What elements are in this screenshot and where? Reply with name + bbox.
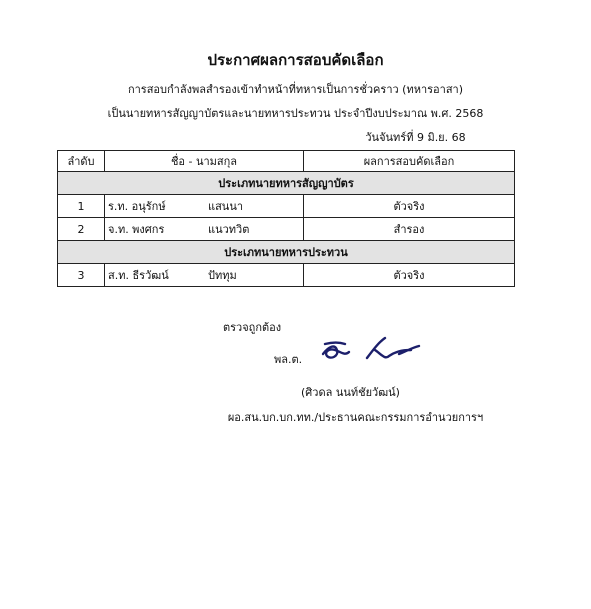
row-number: 3 <box>58 264 105 287</box>
section-row-commissioned <box>58 172 515 195</box>
row-result: สำรอง <box>304 218 515 241</box>
document-subtitle-line2: เป็นนายทหารสัญญาบัตรและนายทหารประทวน ประจำปีงบประมาณ พ.ศ. 2568 <box>107 107 484 120</box>
table-row <box>58 264 515 287</box>
signer-position: ผอ.สน.บก.บก.ทท./ประธานคณะกรรมการอำนวยการฯ <box>227 411 484 424</box>
row-name-cell <box>105 195 304 218</box>
row-first-name: ร.ท. อนุรักษ์ <box>108 200 166 213</box>
section-title-noncommissioned: ประเภทนายทหารประทวน <box>58 241 515 264</box>
document-date: วันจันทร์ที่ 9 มิ.ย. 68 <box>365 131 466 144</box>
table-header-row <box>58 151 515 172</box>
row-result: ตัวจริง <box>304 264 515 287</box>
row-last-name: แสนนา <box>208 200 244 213</box>
verified-label: ตรวจถูกต้อง <box>223 321 282 334</box>
header-name: ชื่อ - นามสกุล <box>105 151 304 172</box>
row-number: 2 <box>58 218 105 241</box>
row-first-name: จ.ท. พงศกร <box>108 223 165 236</box>
document-title: ประกาศผลการสอบคัดเลือก <box>207 51 384 69</box>
signer-name: (ศิวดล นนท์ชัยวัฒน์) <box>301 386 400 399</box>
handwritten-signature <box>315 332 425 368</box>
signature-stroke <box>323 343 349 358</box>
row-last-name: แนวทวิต <box>208 223 250 236</box>
row-name-cell <box>105 218 304 241</box>
document-subtitle-line1: การสอบกำลังพลสำรองเข้าทำหน้าที่ทหารเป็นการชั่วคราว (ทหารอาสา) <box>127 83 464 96</box>
header-result: ผลการสอบคัดเลือก <box>304 151 515 172</box>
table-row <box>58 195 515 218</box>
row-number: 1 <box>58 195 105 218</box>
section-title-commissioned: ประเภทนายทหารสัญญาบัตร <box>58 172 515 195</box>
row-name-cell <box>105 264 304 287</box>
table-row <box>58 218 515 241</box>
row-first-name: ส.ท. ธีรวัฒน์ <box>108 269 169 282</box>
signer-rank: พล.ต. <box>274 353 303 366</box>
row-result: ตัวจริง <box>304 195 515 218</box>
signature-stroke <box>367 338 419 358</box>
header-order: ลำดับ <box>58 151 105 172</box>
row-last-name: ปัททุม <box>208 269 237 282</box>
results-table <box>57 150 515 287</box>
section-row-noncommissioned <box>58 241 515 264</box>
